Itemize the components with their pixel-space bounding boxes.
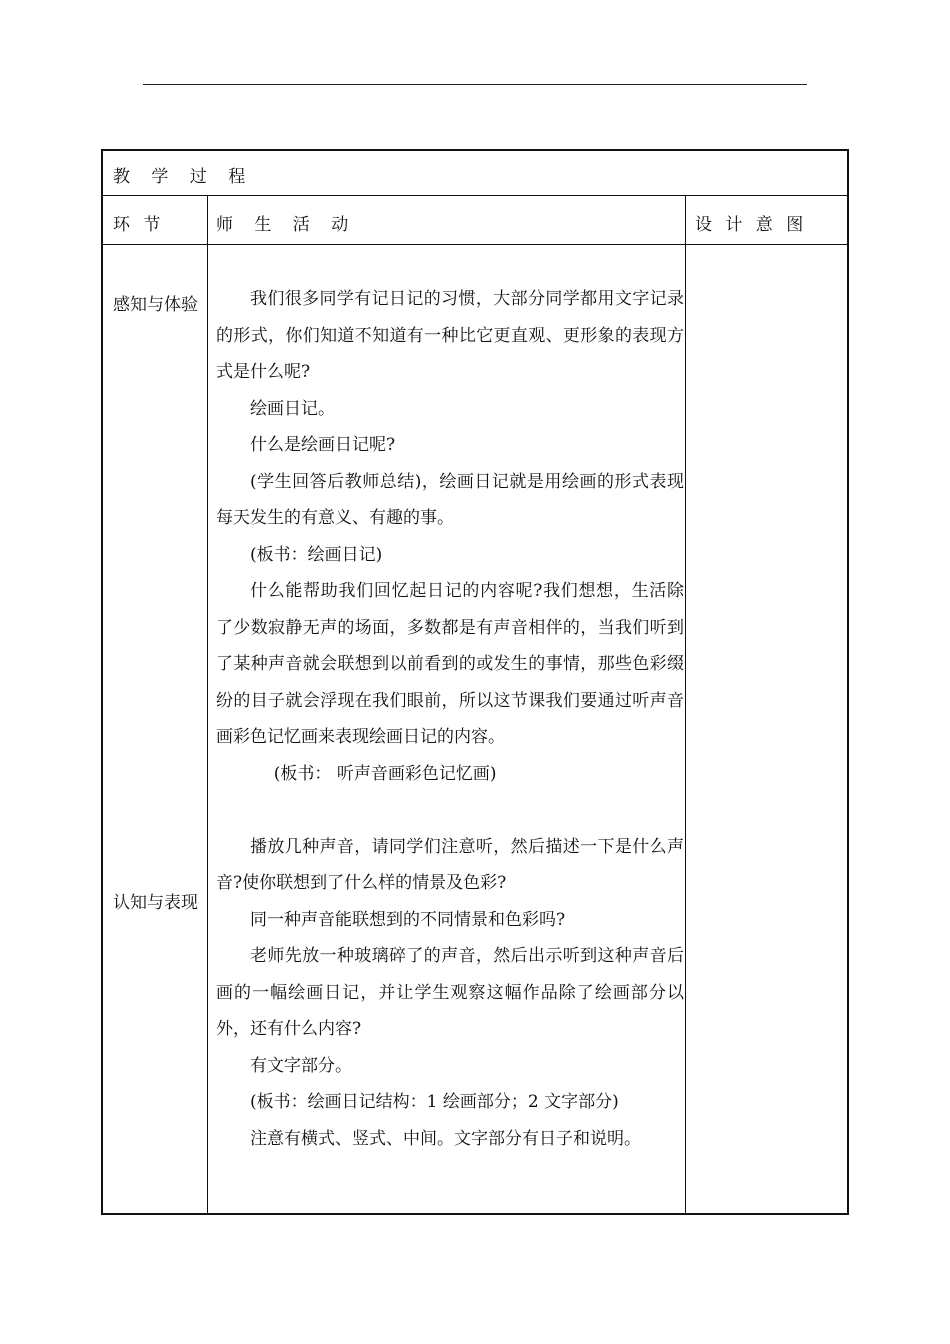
section-column-divider [207, 195, 208, 1213]
paragraph: 什么能帮助我们回忆起日记的内容呢?我们想想，生活除了少数寂静无声的场面，多数都是有声音相伴的，当我们听到了某种声音就会联想到以前看到的或发生的事情，那些色彩缀纷的目子就会浮现在我们眼前，所以这节课我们要通过听声音画彩色记忆画来表现绘画日记的内容。 [216, 581, 684, 747]
paragraph: (板书： 听声音画彩色记忆画) [273, 763, 497, 784]
intent-column-divider [685, 195, 686, 1213]
paragraph: 我们很多同学有记日记的习惯，大部分同学都用文字记录的形式，你们知道不知道有一种比它更直观、更形象的表现方式是什么呢? [216, 289, 684, 382]
blank-line [216, 792, 684, 829]
paragraph: 注意有横式、竖式、中间。文字部分有日子和说明。 [250, 1128, 641, 1149]
table-title: 教 学 过 程 [113, 167, 254, 187]
paragraph: 老师先放一种玻璃碎了的声音，然后出示听到这种声音后画的一幅绘画日记，并让学生观察这幅作品除了绘画部分以外，还有什么内容? [216, 946, 684, 1039]
paragraph: 同一种声音能联想到的不同情景和色彩吗? [250, 909, 566, 930]
paragraph: 绘画日记。 [250, 398, 335, 419]
header-rule [143, 84, 807, 85]
paragraph: 有文字部分。 [250, 1055, 352, 1076]
section-label-cognition: 认知与表现 [113, 893, 198, 913]
header-intent: 设 计 意 图 [695, 215, 808, 235]
lesson-table [101, 149, 849, 1215]
paragraph: 播放几种声音，请同学们注意听，然后描述一下是什么声音?使你联想到了什么样的情景及色彩? [216, 836, 684, 893]
paragraph: (板书：绘画日记) [250, 544, 383, 565]
title-row-divider [103, 195, 847, 196]
header-activity: 师 生 活 动 [216, 215, 357, 235]
paragraph: 什么是绘画日记呢? [250, 435, 396, 455]
header-section: 环 节 [113, 215, 165, 235]
paragraph: (板书：绘画日记结构：1 绘画部分；2 文字部分) [250, 1092, 619, 1112]
paragraph: (学生回答后教师总结)，绘画日记就是用绘画的形式表现每天发生的有意义、有趣的事。 [216, 471, 684, 528]
section-label-perception: 感知与体验 [113, 295, 198, 315]
activity-content [216, 281, 684, 1157]
header-row-divider [103, 244, 847, 245]
